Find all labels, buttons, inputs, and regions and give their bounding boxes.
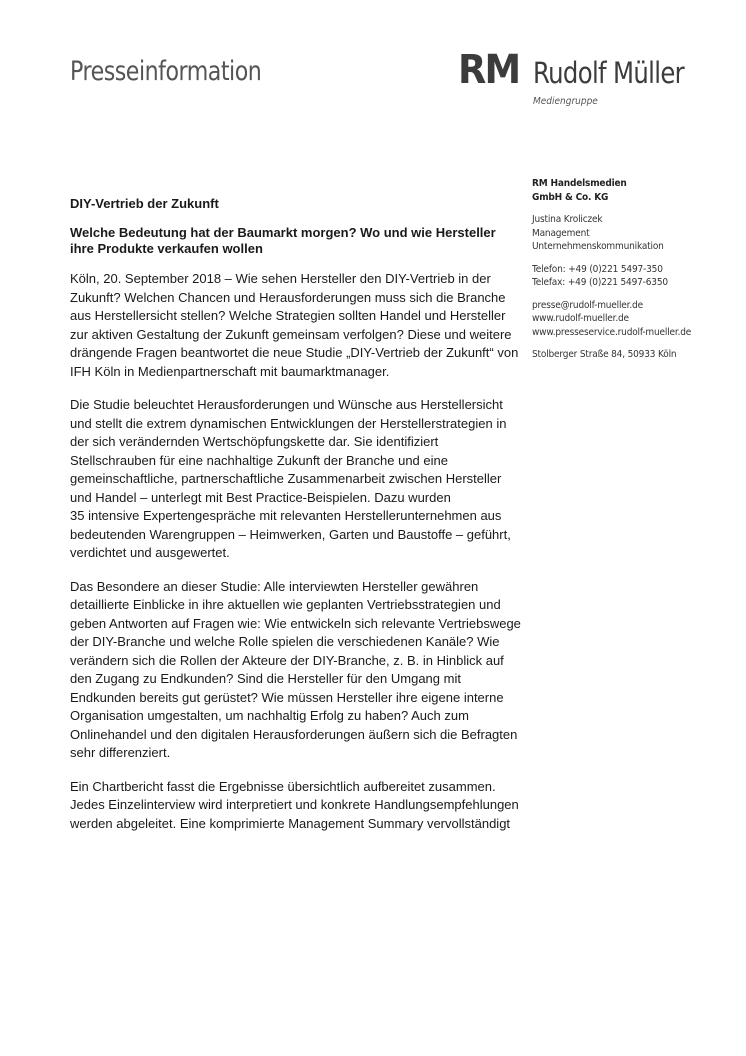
logo-subtitle: Mediengruppe — [533, 96, 598, 107]
paragraph-line: aus Herstellersicht stellen? Welche Strategien sollten Handel und Hersteller — [70, 308, 506, 323]
paragraph — [70, 396, 510, 563]
website-link[interactable]: www.rudolf-mueller.de — [532, 313, 629, 324]
company-line: RM Handelsmedien — [532, 178, 627, 189]
page-title: Presseinformation — [70, 56, 262, 87]
subtitle-line: Welche Bedeutung hat der Baumarkt morgen? Wo und wie Hersteller — [70, 225, 496, 240]
sidebar-phone — [532, 263, 732, 290]
subtitle-line: ihre Produkte verkaufen wollen — [70, 241, 263, 256]
fax-line: Telefax: +49 (0)221 5497-6350 — [532, 277, 668, 288]
sidebar-address — [532, 348, 732, 362]
paragraph-line: und Handel – unterlegt mit Best Practice-Beispielen. Dazu wurden — [70, 489, 451, 505]
paragraph-line: bedeutenden Warengruppen – Heimwerken, Garten und Baustoffe – geführt, — [70, 526, 511, 542]
paragraph-line: Die Studie beleuchtet Herausforderungen und Wünsche aus Herstellersicht — [70, 397, 503, 412]
paragraph-line: geben Antworten auf Fragen wie: Wie entwickeln sich relevante Vertriebswege — [70, 615, 521, 631]
paragraph — [70, 578, 521, 763]
paragraph-line: drängende Fragen beantwortet die neue Studie „DIY-Vertrieb der Zukunft“ von — [70, 345, 519, 360]
contact-line: Justina Kroliczek — [532, 214, 603, 225]
sidebar-company — [532, 177, 732, 204]
sidebar-web — [532, 299, 732, 340]
paragraph-line: und stellt die extrem dynamischen Entwicklungen der Herstellerstrategien in — [70, 415, 507, 431]
paragraph-line: der DIY-Branche und welche Rolle spielen die verschiedenen Kanäle? Wie — [70, 634, 500, 649]
presseservice-link[interactable]: www.presseservice.rudolf-mueller.de — [532, 326, 692, 338]
phone-line: Telefon: +49 (0)221 5497-350 — [532, 263, 663, 275]
paragraph-line: zur aktiven Gestaltung der Zukunft gemeinsam verfolgen? Diese und weitere — [70, 326, 512, 342]
paragraph-line: Stellschrauben für eine nachhaltige Zukunft der Branche und eine — [70, 452, 448, 468]
paragraph-line: Jedes Einzelinterview wird interpretiert und konkrete Handlungsempfehlungen — [70, 797, 519, 812]
paragraph-line: werden abgeleitet. Eine komprimierte Management Summary vervollständigt — [70, 815, 511, 831]
contact-line: Unternehmenskommunikation — [532, 241, 664, 252]
paragraph-line: Das Besondere an dieser Studie: Alle interviewten Hersteller gewähren — [70, 578, 479, 594]
paragraph-line: Zukunft? Welchen Chancen und Herausforderungen muss sich die Branche — [70, 289, 506, 305]
paragraph-line: Endkunden bereits gut gerüstet? Wie müssen Hersteller ihre eigene interne — [70, 689, 504, 705]
contact-sidebar — [532, 177, 732, 371]
paragraph-line: Köln, 20. September 2018 – Wie sehen Hersteller den DIY-Vertrieb in der — [70, 271, 491, 286]
email-link[interactable]: presse@rudolf-mueller.de — [532, 299, 643, 311]
sidebar-contact — [532, 213, 732, 254]
paragraph — [70, 270, 519, 381]
logo-name: Rudolf Müller — [533, 56, 684, 90]
contact-line: Management — [532, 227, 590, 239]
paragraph-line: Onlinehandel und den digitalen Herausforderungen äußern sich die Befragten — [70, 726, 518, 742]
paragraph-line: IFH Köln in Medienpartnerschaft mit baumarktmanager. — [70, 363, 390, 379]
paragraph-line: Ein Chartbericht fasst die Ergebnisse übersichtlich aufbereitet zusammen. — [70, 778, 496, 794]
paragraph-line: den Zugang zu Endkunden? Sind die Hersteller für den Umgang mit — [70, 671, 461, 686]
company-logo — [458, 47, 728, 112]
paragraph-line: Organisation umgestalten, um nachhaltig Erfolg zu haben? Auch zum — [70, 708, 469, 723]
paragraph-line: sehr differenziert. — [70, 745, 171, 760]
paragraph-line: der sich verändernden Wertschöpfungskette dar. Sie identifiziert — [70, 434, 439, 449]
address-line: Stolberger Straße 84, 50933 Köln — [532, 349, 677, 360]
paragraph-line: verdichtet und ausgewertet. — [70, 545, 230, 560]
logo-mark: RM — [458, 47, 520, 93]
paragraph — [70, 778, 519, 834]
article-subtitle — [70, 225, 510, 257]
paragraph-line: gemeinschaftliche, partnerschaftliche Zusammenarbeit zwischen Hersteller — [70, 471, 502, 486]
company-line: GmbH & Co. KG — [532, 191, 609, 203]
paragraph-line: 35 intensive Expertengespräche mit relevanten Herstellerunternehmen aus — [70, 508, 502, 523]
paragraph-line: detaillierte Einblicke in ihre aktuellen wie geplanten Vertriebsstrategien und — [70, 597, 501, 612]
paragraph-line: verändern sich die Rollen der Akteure der DIY-Branche, z. B. in Hinblick auf — [70, 652, 504, 668]
article-body — [70, 195, 521, 848]
article-title: DIY-Vertrieb der Zukunft — [70, 196, 219, 211]
